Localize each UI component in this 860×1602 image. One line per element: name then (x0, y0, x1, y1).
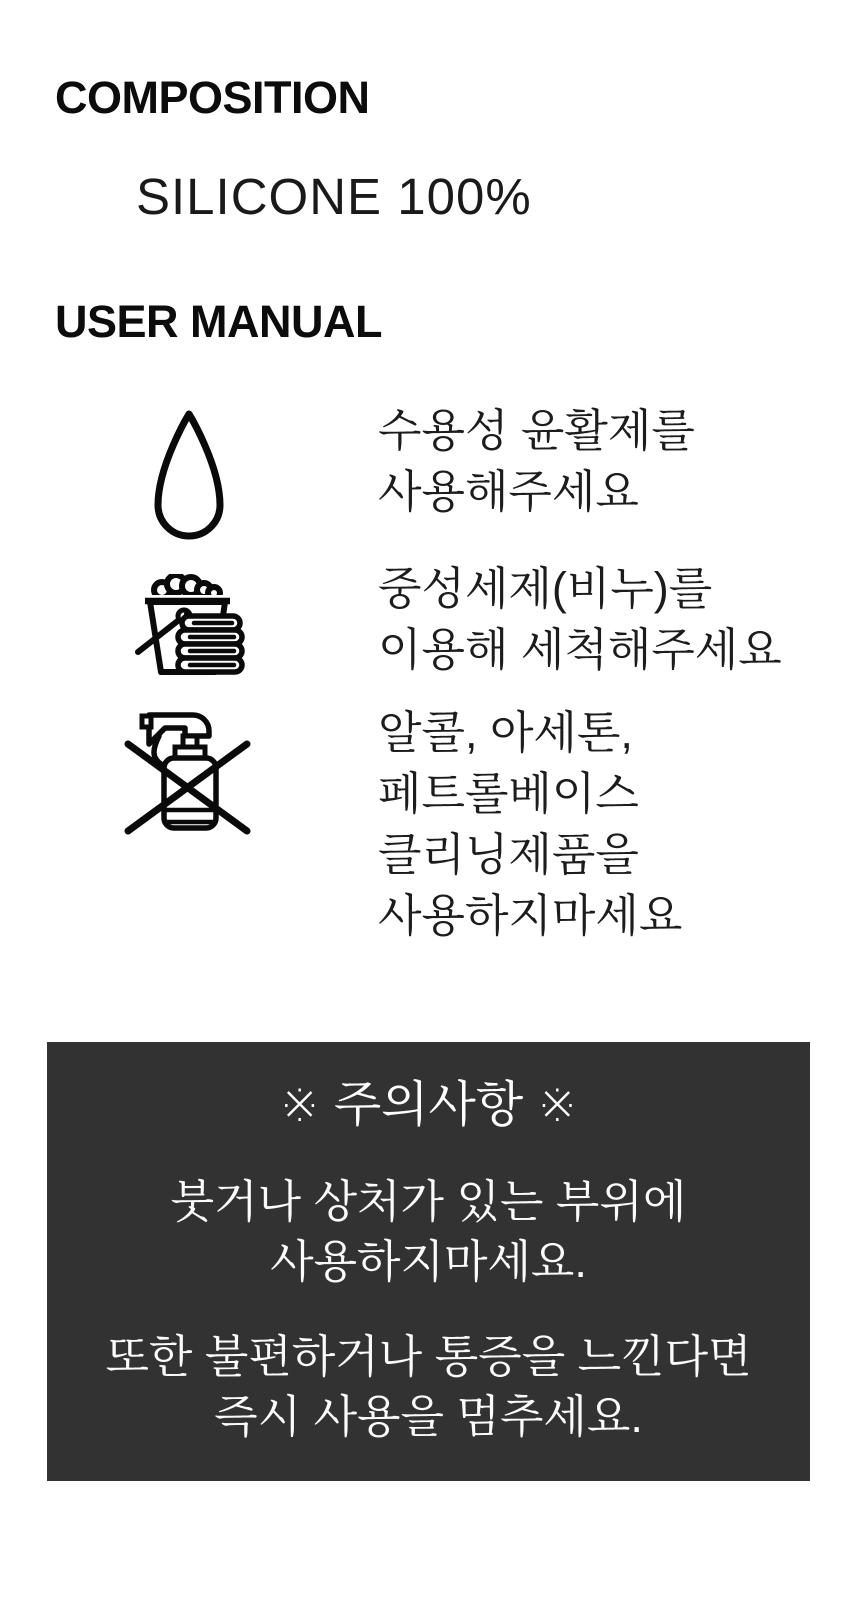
manual-item-text (378, 400, 695, 522)
manual-item-text (378, 558, 782, 680)
composition-heading: COMPOSITION (55, 72, 370, 123)
composition-value: SILICONE 100% (136, 168, 532, 225)
manual-line: 사용해주세요 (378, 466, 639, 517)
manual-line: 중성세제(비누)를 (378, 563, 713, 614)
manual-line: 수용성 윤활제를 (378, 405, 695, 456)
manual-item-text (378, 702, 682, 946)
manual-line: 알콜, 아세톤, (378, 707, 633, 758)
caution-paragraph (47, 1172, 810, 1292)
wash-bucket-icon (132, 574, 248, 682)
caution-line: 즉시 사용을 멈추세요. (214, 1391, 643, 1442)
no-spray-bottle-icon (123, 710, 252, 836)
manual-line: 이용해 세척해주세요 (378, 624, 782, 675)
caution-title: ※ 주의사항 ※ (279, 1078, 578, 1132)
manual-line: 클리닝제품을 (378, 829, 639, 880)
caution-line: 사용하지마세요. (270, 1236, 587, 1287)
caution-line: 붓거나 상처가 있는 부위에 (170, 1176, 687, 1227)
water-drop-icon (150, 407, 228, 547)
caution-box (47, 1042, 810, 1481)
caution-line: 또한 불편하거나 통증을 느낀다면 (105, 1331, 752, 1382)
manual-line: 페트롤베이스 (378, 768, 639, 819)
user-manual-heading: USER MANUAL (55, 296, 382, 347)
caution-paragraph (47, 1327, 810, 1447)
manual-line: 사용하지마세요 (378, 890, 683, 941)
